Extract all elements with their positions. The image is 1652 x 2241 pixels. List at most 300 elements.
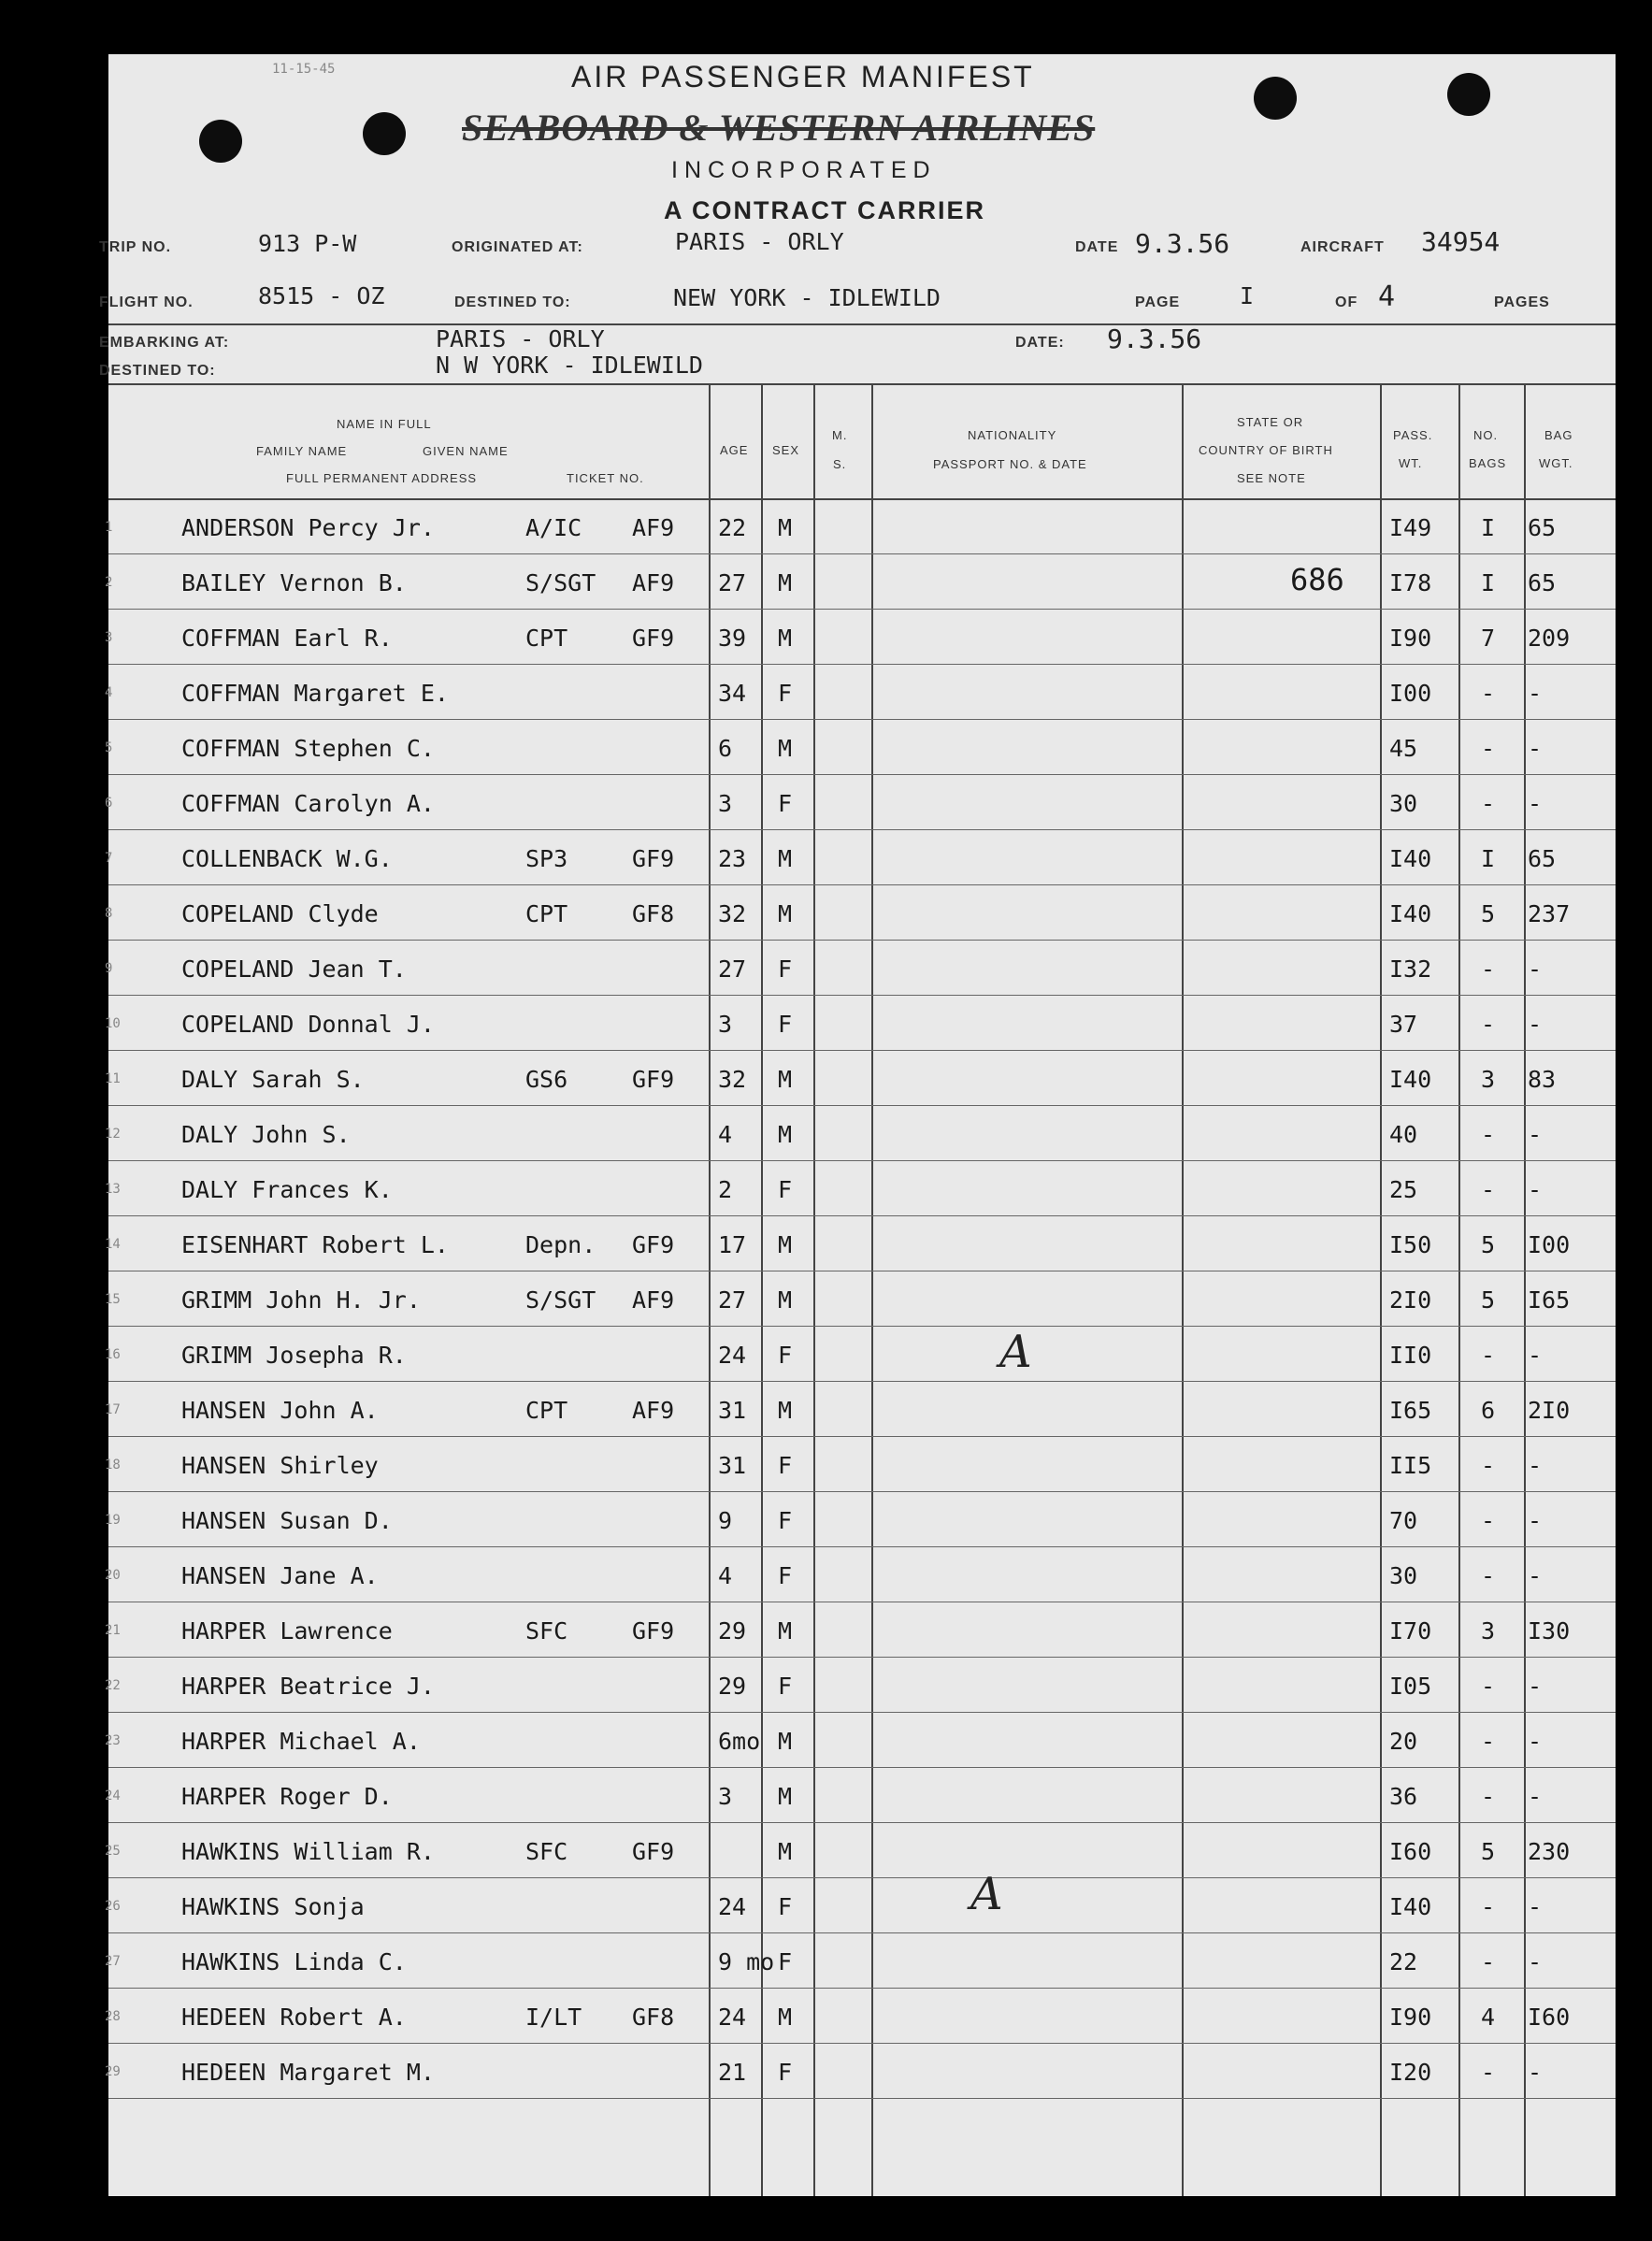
row-number: 25 [105, 1844, 121, 1859]
passenger-name: COFFMAN Margaret E. [181, 680, 449, 707]
row-number: 1 [105, 520, 113, 535]
passenger-weight: I65 [1389, 1397, 1432, 1424]
bag-weight: - [1528, 1121, 1543, 1148]
embarking-at-value: PARIS - ORLY [436, 325, 605, 352]
col-nationality: NATIONALITY [968, 428, 1057, 442]
col-wgt: WGT. [1539, 456, 1573, 470]
row-divider [108, 719, 1616, 720]
bag-count: - [1481, 1342, 1496, 1369]
passenger-age: 24 [718, 1893, 747, 1920]
column-header-bottom-line [108, 498, 1616, 500]
bag-weight: - [1528, 1011, 1543, 1038]
row-number: 6 [105, 796, 113, 811]
handwritten-annotation: A [970, 1868, 1003, 1920]
destined-to-value: NEW YORK - IDLEWILD [673, 284, 941, 311]
bag-weight: - [1528, 680, 1543, 707]
row-divider [108, 1877, 1616, 1878]
row-number: 28 [105, 2009, 121, 2024]
manifest-sheet [99, 54, 1616, 2196]
passenger-weight: 40 [1389, 1121, 1418, 1148]
bag-weight: - [1528, 1728, 1543, 1755]
row-divider [108, 1546, 1616, 1547]
ticket-no: GF9 [632, 1838, 675, 1865]
manifest-title: AIR PASSENGER MANIFEST [571, 60, 1035, 93]
passenger-sex: M [778, 569, 793, 596]
row-number: 10 [105, 1016, 121, 1031]
bag-count: - [1481, 1452, 1496, 1479]
row-number: 2 [105, 575, 113, 590]
row-divider [108, 609, 1616, 610]
passenger-name: GRIMM John H. Jr. [181, 1286, 421, 1314]
bag-count: - [1481, 955, 1496, 983]
bag-count: - [1481, 1121, 1496, 1148]
bag-weight: - [1528, 1342, 1543, 1369]
bag-weight: - [1528, 735, 1543, 762]
date-value: 9.3.56 [1135, 228, 1230, 259]
passenger-sex: M [778, 1783, 793, 1810]
bag-weight: - [1528, 790, 1543, 817]
bag-count: - [1481, 1176, 1496, 1203]
passenger-weight: II0 [1389, 1342, 1432, 1369]
col-m: M. [832, 428, 848, 442]
bag-weight: - [1528, 1176, 1543, 1203]
passenger-age: 6 [718, 735, 733, 762]
passenger-name: DALY John S. [181, 1121, 351, 1148]
bag-weight: - [1528, 1562, 1543, 1589]
bag-count: I [1481, 845, 1496, 872]
passenger-name: ANDERSON Percy Jr. [181, 514, 435, 541]
bag-weight: I00 [1528, 1231, 1571, 1258]
passenger-rank: SFC [525, 1838, 568, 1865]
passenger-sex: M [778, 2004, 793, 2031]
col-wt: WT. [1399, 456, 1423, 470]
passenger-age: 3 [718, 790, 733, 817]
col-divider [709, 383, 711, 2196]
row-divider [108, 1050, 1616, 1051]
passenger-sex: F [778, 1342, 793, 1369]
passenger-weight: I20 [1389, 2059, 1432, 2086]
passenger-weight: 30 [1389, 790, 1418, 817]
passenger-sex: M [778, 1121, 793, 1148]
ticket-no: AF9 [632, 514, 675, 541]
bag-count: - [1481, 1948, 1496, 1975]
trip-no-label: TRIP NO. [99, 239, 172, 255]
punch-hole [1254, 77, 1297, 120]
row-divider [108, 1988, 1616, 1989]
bag-count: 4 [1481, 2004, 1496, 2031]
bag-count: I [1481, 514, 1496, 541]
passenger-sex: M [778, 1286, 793, 1314]
row-number: 13 [105, 1182, 121, 1197]
punch-hole [363, 112, 406, 155]
col-divider [761, 383, 763, 2196]
row-divider [108, 1326, 1616, 1327]
bag-count: - [1481, 1673, 1496, 1700]
passenger-age: 9 [718, 1507, 733, 1534]
bag-count: 3 [1481, 1066, 1496, 1093]
ticket-no: GF9 [632, 1231, 675, 1258]
bag-count: - [1481, 680, 1496, 707]
passenger-name: HARPER Roger D. [181, 1783, 393, 1810]
passenger-age: 27 [718, 1286, 747, 1314]
col-divider [1524, 383, 1526, 2196]
passenger-sex: F [778, 1893, 793, 1920]
row-divider [108, 1767, 1616, 1768]
row-number: 29 [105, 2064, 121, 2079]
bag-weight: 65 [1528, 569, 1557, 596]
ticket-no: GF9 [632, 1066, 675, 1093]
passenger-weight: II5 [1389, 1452, 1432, 1479]
passenger-sex: M [778, 1728, 793, 1755]
row-divider [108, 884, 1616, 885]
passenger-name: HANSEN Shirley [181, 1452, 379, 1479]
passenger-name: EISENHART Robert L. [181, 1231, 449, 1258]
bag-count: I [1481, 569, 1496, 596]
bag-weight: 237 [1528, 900, 1571, 927]
passenger-weight: I40 [1389, 845, 1432, 872]
passenger-rank: A/IC [525, 514, 582, 541]
passenger-name: COLLENBACK W.G. [181, 845, 393, 872]
passenger-sex: F [778, 955, 793, 983]
originated-at-label: ORIGINATED AT: [452, 239, 583, 255]
passenger-age: 31 [718, 1452, 747, 1479]
col-divider [1458, 383, 1460, 2196]
row-divider [108, 1436, 1616, 1437]
row-number: 17 [105, 1402, 121, 1417]
row-number: 16 [105, 1347, 121, 1362]
passenger-rank: S/SGT [525, 569, 596, 596]
row-divider [108, 1215, 1616, 1216]
date2-label: DATE: [1015, 335, 1065, 351]
passenger-age: 29 [718, 1673, 747, 1700]
ticket-no: GF9 [632, 845, 675, 872]
passenger-sex: F [778, 1011, 793, 1038]
passenger-name: COPELAND Jean T. [181, 955, 407, 983]
bag-count: - [1481, 2059, 1496, 2086]
passenger-sex: F [778, 2059, 793, 2086]
bag-weight: - [1528, 1452, 1543, 1479]
passenger-weight: I49 [1389, 514, 1432, 541]
passenger-age: 31 [718, 1397, 747, 1424]
row-divider [108, 2098, 1616, 2099]
passenger-rank: SP3 [525, 845, 568, 872]
punch-hole [199, 120, 242, 163]
passenger-name: GRIMM Josepha R. [181, 1342, 407, 1369]
passenger-name: BAILEY Vernon B. [181, 569, 407, 596]
row-divider [108, 1932, 1616, 1933]
row-number: 24 [105, 1788, 121, 1803]
bag-weight: 83 [1528, 1066, 1557, 1093]
form-number: 11-15-45 [272, 62, 336, 77]
flight-no-label: FLIGHT NO. [99, 294, 194, 310]
passenger-weight: I40 [1389, 1066, 1432, 1093]
passenger-weight: I78 [1389, 569, 1432, 596]
passenger-sex: M [778, 514, 793, 541]
passenger-weight: I70 [1389, 1617, 1432, 1645]
bag-weight: 230 [1528, 1838, 1571, 1865]
row-number: 14 [105, 1237, 121, 1252]
ticket-no: GF9 [632, 625, 675, 652]
col-passport: PASSPORT NO. & DATE [933, 457, 1087, 471]
row-number: 27 [105, 1954, 121, 1969]
passenger-sex: F [778, 1452, 793, 1479]
of-label: OF [1335, 294, 1358, 310]
row-number: 11 [105, 1071, 121, 1086]
passenger-name: HANSEN John A. [181, 1397, 379, 1424]
passenger-age: 34 [718, 680, 747, 707]
row-number: 19 [105, 1513, 121, 1528]
passenger-name: DALY Sarah S. [181, 1066, 365, 1093]
passenger-weight: I40 [1389, 900, 1432, 927]
row-divider [108, 1657, 1616, 1658]
bag-count: - [1481, 1783, 1496, 1810]
row-divider [108, 829, 1616, 830]
passenger-weight: 2I0 [1389, 1286, 1432, 1314]
passenger-name: HAWKINS Linda C. [181, 1948, 407, 1975]
bag-weight: - [1528, 2059, 1543, 2086]
passenger-age: 29 [718, 1617, 747, 1645]
bag-weight: I65 [1528, 1286, 1571, 1314]
passenger-name: HEDEEN Robert A. [181, 2004, 407, 2031]
row-divider [108, 940, 1616, 941]
bag-count: - [1481, 1728, 1496, 1755]
passenger-rank: Depn. [525, 1231, 596, 1258]
bag-weight: - [1528, 1948, 1543, 1975]
ticket-no: AF9 [632, 1397, 675, 1424]
passenger-weight: I40 [1389, 1893, 1432, 1920]
bag-weight: I60 [1528, 2004, 1571, 2031]
passenger-age: 2 [718, 1176, 733, 1203]
passenger-weight: I90 [1389, 625, 1432, 652]
incorporated-label: INCORPORATED [671, 157, 937, 183]
bag-count: 7 [1481, 625, 1496, 652]
passenger-age: 27 [718, 569, 747, 596]
passenger-weight: 22 [1389, 1948, 1418, 1975]
col-divider [871, 383, 873, 2196]
embarking-at-label: EMBARKING AT: [99, 335, 230, 351]
bag-count: 6 [1481, 1397, 1496, 1424]
passenger-sex: M [778, 1617, 793, 1645]
passenger-weight: 36 [1389, 1783, 1418, 1810]
passenger-sex: F [778, 1507, 793, 1534]
passenger-name: COFFMAN Stephen C. [181, 735, 435, 762]
row-divider [108, 1160, 1616, 1161]
passenger-age: 3 [718, 1783, 733, 1810]
passenger-rank: I/LT [525, 2004, 582, 2031]
originated-at-value: PARIS - ORLY [675, 228, 844, 255]
bag-count: - [1481, 1507, 1496, 1534]
passenger-weight: 25 [1389, 1176, 1418, 1203]
row-number: 9 [105, 961, 113, 976]
bag-count: 5 [1481, 1231, 1496, 1258]
passenger-age: 4 [718, 1121, 733, 1148]
bag-weight: 65 [1528, 514, 1557, 541]
passenger-sex: M [778, 1231, 793, 1258]
row-number: 4 [105, 685, 113, 700]
ticket-no: GF9 [632, 1617, 675, 1645]
passenger-rank: GS6 [525, 1066, 568, 1093]
row-divider [108, 1105, 1616, 1106]
col-bag: BAG [1544, 428, 1573, 442]
passenger-age: 21 [718, 2059, 747, 2086]
passenger-rank: CPT [525, 1397, 568, 1424]
col-pass: PASS. [1393, 428, 1433, 442]
row-number: 12 [105, 1127, 121, 1142]
bag-weight: I30 [1528, 1617, 1571, 1645]
bag-weight: - [1528, 1673, 1543, 1700]
passenger-name: HAWKINS Sonja [181, 1893, 365, 1920]
date2-value: 9.3.56 [1107, 323, 1202, 354]
col-given-name: GIVEN NAME [423, 444, 509, 458]
passenger-rank: S/SGT [525, 1286, 596, 1314]
passenger-weight: I05 [1389, 1673, 1432, 1700]
col-ticket-no: TICKET NO. [567, 471, 644, 485]
col-divider [1182, 383, 1184, 2196]
passenger-age: 22 [718, 514, 747, 541]
row-number: 23 [105, 1733, 121, 1748]
passenger-sex: M [778, 900, 793, 927]
row-divider [108, 664, 1616, 665]
bag-count: - [1481, 735, 1496, 762]
bag-weight: 209 [1528, 625, 1571, 652]
passenger-name: HANSEN Jane A. [181, 1562, 379, 1589]
passenger-age: 4 [718, 1562, 733, 1589]
passenger-sex: F [778, 1948, 793, 1975]
bag-weight: 65 [1528, 845, 1557, 872]
passenger-name: DALY Frances K. [181, 1176, 393, 1203]
passenger-sex: M [778, 735, 793, 762]
row-number: 3 [105, 630, 113, 645]
passenger-sex: M [778, 845, 793, 872]
ticket-no: GF8 [632, 900, 675, 927]
page-value: I [1240, 282, 1255, 309]
row-divider [108, 774, 1616, 775]
aircraft-label: AIRCRAFT [1300, 239, 1385, 255]
passenger-sex: M [778, 625, 793, 652]
passenger-weight: 45 [1389, 735, 1418, 762]
passenger-name: HEDEEN Margaret M. [181, 2059, 435, 2086]
row-number: 18 [105, 1458, 121, 1472]
row-divider [108, 1822, 1616, 1823]
col-bags: BAGS [1469, 456, 1507, 470]
bag-weight: 2I0 [1528, 1397, 1571, 1424]
passenger-name: HARPER Michael A. [181, 1728, 421, 1755]
bag-weight: - [1528, 1507, 1543, 1534]
trip-no-value: 913 P-W [258, 230, 357, 257]
carrier-type: A CONTRACT CARRIER [664, 196, 985, 224]
birth-note: 686 [1290, 562, 1344, 597]
passenger-age: 23 [718, 845, 747, 872]
passenger-name: COPELAND Donnal J. [181, 1011, 435, 1038]
bag-weight: - [1528, 1893, 1543, 1920]
header-divider [108, 323, 1616, 325]
bag-count: 5 [1481, 900, 1496, 927]
passenger-age: 27 [718, 955, 747, 983]
bag-count: 5 [1481, 1286, 1496, 1314]
row-number: 21 [105, 1623, 121, 1638]
bag-count: - [1481, 1011, 1496, 1038]
passenger-weight: I50 [1389, 1231, 1432, 1258]
passenger-weight: 30 [1389, 1562, 1418, 1589]
passenger-weight: 37 [1389, 1011, 1418, 1038]
passenger-age: 24 [718, 1342, 747, 1369]
passenger-name: COFFMAN Earl R. [181, 625, 393, 652]
passenger-sex: F [778, 680, 793, 707]
col-divider [813, 383, 815, 2196]
col-country-of-birth: COUNTRY OF BIRTH [1199, 443, 1333, 457]
col-divider [1380, 383, 1382, 2196]
passenger-age: 32 [718, 900, 747, 927]
row-number: 26 [105, 1899, 121, 1914]
passenger-weight: I60 [1389, 1838, 1432, 1865]
col-age: AGE [720, 443, 749, 457]
bag-weight: - [1528, 955, 1543, 983]
passenger-sex: M [778, 1397, 793, 1424]
passenger-age: 32 [718, 1066, 747, 1093]
bag-count: - [1481, 790, 1496, 817]
bag-count: 5 [1481, 1838, 1496, 1865]
passenger-name: HANSEN Susan D. [181, 1507, 393, 1534]
col-no: NO. [1473, 428, 1499, 442]
passenger-name: HARPER Lawrence [181, 1617, 393, 1645]
col-s: S. [833, 457, 847, 471]
passenger-weight: I00 [1389, 680, 1432, 707]
row-divider [108, 995, 1616, 996]
col-address: FULL PERMANENT ADDRESS [286, 471, 478, 485]
destined-to-label: DESTINED TO: [454, 294, 571, 310]
passenger-name: COPELAND Clyde [181, 900, 379, 927]
row-number: 7 [105, 851, 113, 866]
passenger-weight: I32 [1389, 955, 1432, 983]
bag-count: - [1481, 1562, 1496, 1589]
row-number: 22 [105, 1678, 121, 1693]
destined-to2-label: DESTINED TO: [99, 363, 216, 379]
pages-label: PAGES [1494, 294, 1550, 310]
row-divider [108, 1381, 1616, 1382]
airline-name: SEABOARD & WESTERN AIRLINES [462, 107, 1096, 149]
passenger-age: 24 [718, 2004, 747, 2031]
col-name-in-full: NAME IN FULL [337, 417, 432, 431]
flight-no-value: 8515 - OZ [258, 282, 385, 309]
passenger-rank: CPT [525, 900, 568, 927]
col-family-name: FAMILY NAME [256, 444, 348, 458]
passenger-weight: I90 [1389, 2004, 1432, 2031]
bag-weight: - [1528, 1783, 1543, 1810]
row-divider [108, 1491, 1616, 1492]
passenger-sex: M [778, 1838, 793, 1865]
col-state-or: STATE OR [1237, 415, 1304, 429]
punch-hole [1447, 73, 1490, 116]
row-number: 20 [105, 1568, 121, 1583]
destined-to2-value: N W YORK - IDLEWILD [436, 352, 703, 379]
col-see-note: SEE NOTE [1237, 471, 1306, 485]
passenger-name: HARPER Beatrice J. [181, 1673, 435, 1700]
ticket-no: AF9 [632, 569, 675, 596]
passenger-age: 9 mo [718, 1948, 775, 1975]
passenger-rank: SFC [525, 1617, 568, 1645]
ticket-no: AF9 [632, 1286, 675, 1314]
page-label: PAGE [1135, 294, 1181, 310]
passenger-sex: F [778, 1176, 793, 1203]
table-top-line [108, 383, 1616, 385]
row-divider [108, 553, 1616, 554]
date-label: DATE [1075, 239, 1119, 255]
bag-count: 3 [1481, 1617, 1496, 1645]
handwritten-annotation: A [999, 1326, 1032, 1378]
passenger-age: 6mo [718, 1728, 761, 1755]
passenger-sex: F [778, 1562, 793, 1589]
ticket-no: GF8 [632, 2004, 675, 2031]
